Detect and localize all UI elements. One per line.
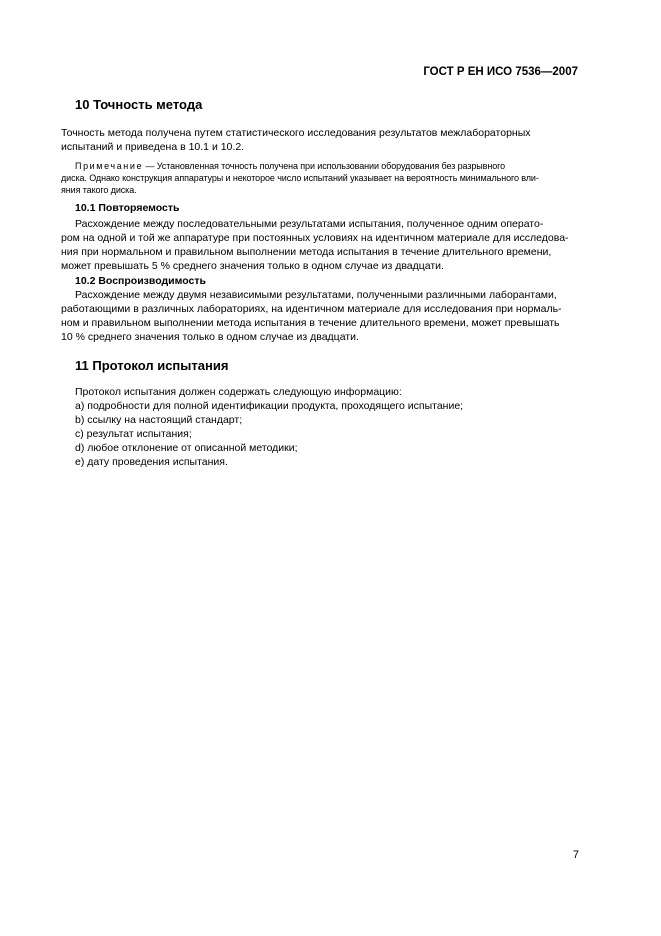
intro-line-2: испытаний и приведена в 10.1 и 10.2.	[61, 141, 245, 153]
repeatability-line: Расхождение между последовательными результатами испытания, полученное одним операто-	[75, 218, 544, 230]
subsection-10-1-heading: 10.1 Повторяемость	[75, 202, 180, 214]
list-item: b) ссылку на настоящий стандарт;	[75, 414, 243, 426]
repeatability-line: ния при нормальном и правильном выполнении метода испытания в течение длительного времени,	[61, 246, 552, 258]
note-text-3: яния такого диска.	[61, 185, 137, 195]
section-11-body	[61, 385, 581, 469]
section-11-heading: 11 Протокол испытания	[75, 358, 229, 373]
repeatability-line: ром на одной и той же аппаратуре при постоянных условиях на идентичном материале для исследова-	[61, 232, 569, 244]
section-10-intro	[61, 126, 581, 154]
list-item: e) дату проведения испытания.	[75, 456, 228, 468]
subsection-10-2-heading: 10.2 Воспроизводимость	[75, 275, 206, 287]
list-item: c) результат испытания;	[75, 428, 192, 440]
subsection-10-2-body	[61, 288, 581, 344]
note-block	[61, 160, 581, 196]
note-label: Примечание	[75, 161, 144, 171]
page-content	[61, 96, 581, 469]
document-header: ГОСТ Р ЕН ИСО 7536—2007	[423, 66, 578, 78]
reproducibility-line: Расхождение между двумя независимыми результатами, полученными различными лаборантами,	[75, 289, 557, 301]
subsection-10-1-body	[61, 217, 581, 273]
reproducibility-line: 10 % среднего значения только в одном случае из двадцати.	[61, 331, 359, 343]
list-item: d) любое отклонение от описанной методики;	[75, 442, 298, 454]
repeatability-line: может превышать 5 % среднего значения только в одном случае из двадцати.	[61, 260, 444, 272]
report-items-list	[61, 399, 581, 469]
reproducibility-line: работающими в различных лабораториях, на идентичном материале для исследования при нормаль-	[61, 303, 562, 315]
page-number: 7	[572, 849, 579, 861]
note-text-1: — Установленная точность получена при использовании оборудования без разрывного	[143, 161, 505, 171]
intro-line-1: Точность метода получена путем статистического исследования результатов межлабораторных	[61, 127, 531, 139]
list-item: a) подробности для полной идентификации продукта, проходящего испытание;	[75, 400, 464, 412]
note-text-2: диска. Однако конструкция аппаратуры и некоторое число испытаний указывает на вероятность минимального вли-	[61, 173, 539, 183]
section-10-heading: 10 Точность метода	[75, 97, 203, 112]
reproducibility-line: ном и правильном выполнении метода испытания в течение длительного времени, может превышать	[61, 317, 560, 329]
section-11-intro: Протокол испытания должен содержать следующую информацию:	[75, 386, 402, 398]
